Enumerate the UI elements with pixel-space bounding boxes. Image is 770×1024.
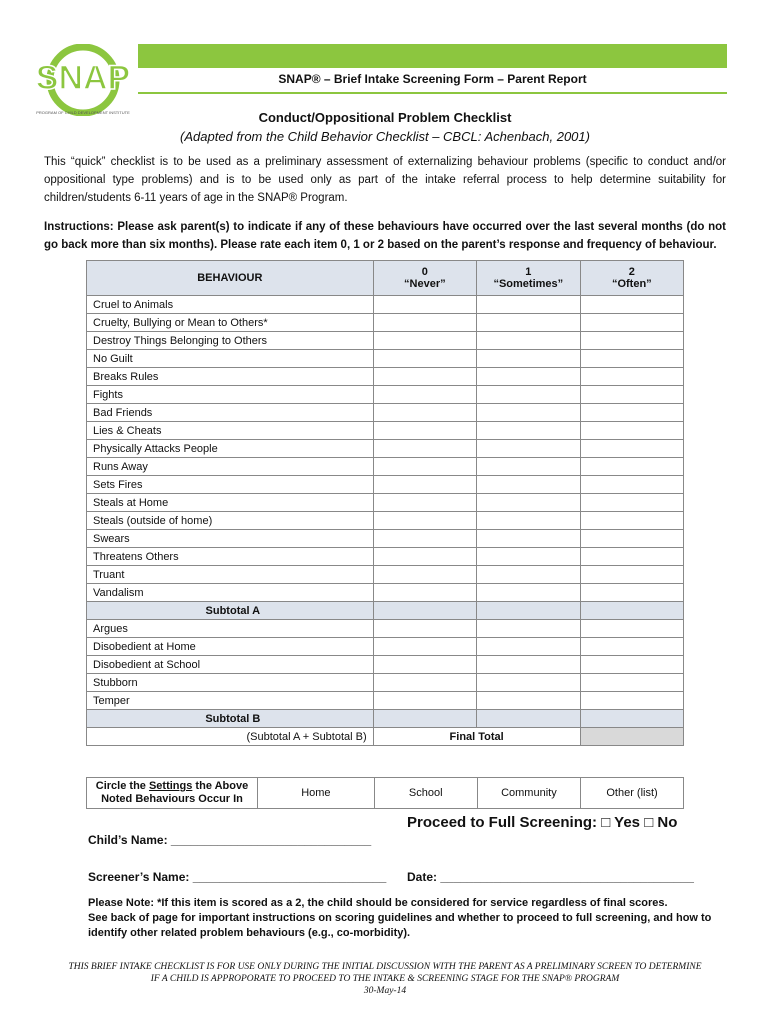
proceed-to-full-screening[interactable]: Proceed to Full Screening: □ Yes □ No xyxy=(407,814,678,831)
subtotal-a-label: Subtotal A xyxy=(87,602,374,620)
settings-table xyxy=(86,777,684,809)
group-a-never-cell[interactable] xyxy=(373,494,476,512)
table-row xyxy=(87,566,684,584)
subtotal-a-never-cell[interactable] xyxy=(373,602,476,620)
group-a-sometimes-cell[interactable] xyxy=(477,422,581,440)
group-b-sometimes-cell[interactable] xyxy=(477,692,581,710)
table-row xyxy=(87,548,684,566)
table-row xyxy=(87,494,684,512)
group-a-sometimes-cell[interactable] xyxy=(477,386,581,404)
settings-row xyxy=(87,778,684,809)
table-row xyxy=(87,584,684,602)
group-a-behaviour-label: Fights xyxy=(87,386,374,404)
table-row xyxy=(87,350,684,368)
sometimes-score: 1 xyxy=(525,266,532,278)
setting-home[interactable]: Home xyxy=(301,787,331,799)
group-a-behaviour-label: Lies & Cheats xyxy=(87,422,374,440)
group-b-sometimes-cell[interactable] xyxy=(477,620,581,638)
settings-prompt-underlined: Settings xyxy=(148,780,193,792)
table-row xyxy=(87,512,684,530)
date-field[interactable]: Date: ______________________________________ xyxy=(407,870,694,884)
table-row xyxy=(87,674,684,692)
table-row xyxy=(87,422,684,440)
group-a-never-cell[interactable] xyxy=(373,422,476,440)
group-a-often-cell[interactable] xyxy=(580,566,683,584)
sometimes-label: “Sometimes” xyxy=(493,278,564,290)
header-bar xyxy=(138,44,727,68)
group-a-never-cell[interactable] xyxy=(373,440,476,458)
group-a-behaviour-label: Steals at Home xyxy=(87,494,374,512)
group-a-behaviour-label: Vandalism xyxy=(87,584,374,602)
table-row xyxy=(87,692,684,710)
svg-text:SNAP: SNAP xyxy=(35,59,131,97)
group-a-behaviour-label: Cruelty, Bullying or Mean to Others* xyxy=(87,314,374,332)
subtotal-b-row xyxy=(87,710,684,728)
table-row xyxy=(87,656,684,674)
note-line-1: Please Note: *If this item is scored as a 2, the child should be considered for service regardless of final scores. xyxy=(88,897,668,909)
group-a-sometimes-cell[interactable] xyxy=(477,494,581,512)
group-a-never-cell[interactable] xyxy=(373,332,476,350)
setting-school[interactable]: School xyxy=(374,778,477,809)
group-b-behaviour-label: Argues xyxy=(87,620,374,638)
subtotal-a-often-cell[interactable] xyxy=(580,602,683,620)
group-b-behaviour-label: Temper xyxy=(87,692,374,710)
group-b-often-cell[interactable] xyxy=(580,692,683,710)
group-a-behaviour-label: Physically Attacks People xyxy=(87,440,374,458)
table-row xyxy=(87,404,684,422)
instructions-paragraph: Instructions: Please ask parent(s) to indicate if any of these behaviours have occurred over the last several months (do not go back more than six months). Please rate each item 0, 1 or 2 based on the parent’s response and frequency of behaviour. xyxy=(44,221,726,251)
table-row xyxy=(87,476,684,494)
group-a-often-cell[interactable] xyxy=(580,404,683,422)
group-b-never-cell[interactable] xyxy=(373,620,476,638)
subtotal-b-label: Subtotal B xyxy=(87,710,374,728)
group-a-sometimes-cell[interactable] xyxy=(477,512,581,530)
group-b-often-cell[interactable] xyxy=(580,674,683,692)
group-a-behaviour-label: Cruel to Animals xyxy=(87,296,374,314)
group-a-often-cell[interactable] xyxy=(580,422,683,440)
group-b-behaviour-label: Disobedient at School xyxy=(87,656,374,674)
group-a-never-cell[interactable] xyxy=(373,350,476,368)
table-row xyxy=(87,458,684,476)
group-a-often-cell[interactable] xyxy=(580,296,683,314)
group-b-never-cell[interactable] xyxy=(373,674,476,692)
group-a-never-cell[interactable] xyxy=(373,368,476,386)
group-a-often-cell[interactable] xyxy=(580,458,683,476)
group-a-sometimes-cell[interactable] xyxy=(477,296,581,314)
group-a-often-cell[interactable] xyxy=(580,548,683,566)
subtotal-b-often-cell[interactable] xyxy=(580,710,683,728)
snap-logo xyxy=(30,44,136,116)
group-b-rows xyxy=(87,620,684,710)
footer-line-1: THIS BRIEF INTAKE CHECKLIST IS FOR USE ONLY DURING THE INITIAL DISCUSSION WITH THE PARENT AS A PRELIMINARY SCREEN TO DETERMINE xyxy=(68,962,702,972)
group-b-sometimes-cell[interactable] xyxy=(477,674,581,692)
group-a-never-cell[interactable] xyxy=(373,548,476,566)
group-b-often-cell[interactable] xyxy=(580,620,683,638)
group-b-behaviour-label: Stubborn xyxy=(87,674,374,692)
group-a-often-cell[interactable] xyxy=(580,314,683,332)
group-a-sometimes-cell[interactable] xyxy=(477,440,581,458)
group-a-sometimes-cell[interactable] xyxy=(477,404,581,422)
group-a-never-cell[interactable] xyxy=(373,512,476,530)
often-score: 2 xyxy=(628,266,635,278)
group-a-never-cell[interactable] xyxy=(373,530,476,548)
header-rule xyxy=(138,92,727,94)
group-a-never-cell[interactable] xyxy=(373,386,476,404)
group-a-often-cell[interactable] xyxy=(580,476,683,494)
settings-prompt xyxy=(87,778,258,808)
group-a-often-cell[interactable] xyxy=(580,386,683,404)
group-a-rows xyxy=(87,296,684,602)
group-a-often-cell[interactable] xyxy=(580,512,683,530)
group-a-behaviour-label: Runs Away xyxy=(87,458,374,476)
svg-text:PROGRAM OF CHILD DEVELOPMENT I: PROGRAM OF CHILD DEVELOPMENT INSTITUTE xyxy=(36,110,130,115)
setting-other[interactable]: Other (list) xyxy=(581,778,684,809)
group-b-never-cell[interactable] xyxy=(373,638,476,656)
group-a-never-cell[interactable] xyxy=(373,476,476,494)
form-subtitle: (Adapted from the Child Behavior Checklist – CBCL: Achenbach, 2001) xyxy=(180,129,590,144)
group-a-often-cell[interactable] xyxy=(580,350,683,368)
group-b-often-cell[interactable] xyxy=(580,638,683,656)
often-label: “Often” xyxy=(611,278,652,290)
group-a-sometimes-cell[interactable] xyxy=(477,584,581,602)
group-b-never-cell[interactable] xyxy=(373,692,476,710)
sometimes-column-header xyxy=(477,261,581,296)
behaviour-checklist-table xyxy=(86,260,684,746)
group-b-behaviour-label: Disobedient at Home xyxy=(87,638,374,656)
group-b-sometimes-cell[interactable] xyxy=(477,656,581,674)
table-row xyxy=(87,368,684,386)
header-title: SNAP® – Brief Intake Screening Form – Parent Report xyxy=(278,72,587,86)
table-row xyxy=(87,530,684,548)
group-a-never-cell[interactable] xyxy=(373,296,476,314)
final-total-label: Final Total xyxy=(373,728,580,746)
group-a-never-cell[interactable] xyxy=(373,584,476,602)
please-note xyxy=(88,896,728,941)
group-a-sometimes-cell[interactable] xyxy=(477,548,581,566)
table-row xyxy=(87,314,684,332)
group-a-sometimes-cell[interactable] xyxy=(477,350,581,368)
footer-date: 30-May-14 xyxy=(363,986,407,996)
group-a-never-cell[interactable] xyxy=(373,566,476,584)
footer xyxy=(0,961,770,997)
footer-line-2: IF A CHILD IS APPROPORATE TO PROCEED TO THE INTAKE & SCREENING STAGE FOR THE SNAP® PROGRAM xyxy=(150,974,620,984)
subtotal-a-sometimes-cell[interactable] xyxy=(477,602,581,620)
group-b-never-cell[interactable] xyxy=(373,656,476,674)
subtotal-b-sometimes-cell[interactable] xyxy=(477,710,581,728)
group-a-behaviour-label: Bad Friends xyxy=(87,404,374,422)
group-a-often-cell[interactable] xyxy=(580,368,683,386)
settings-prompt-cell xyxy=(87,778,375,809)
childs-name-field[interactable]: Child’s Name: ______________________________ xyxy=(88,833,372,847)
group-a-never-cell[interactable] xyxy=(373,314,476,332)
group-a-behaviour-label: Sets Fires xyxy=(87,476,374,494)
final-total-row xyxy=(87,728,684,746)
group-a-never-cell[interactable] xyxy=(373,404,476,422)
group-a-never-cell[interactable] xyxy=(373,458,476,476)
group-a-sometimes-cell[interactable] xyxy=(477,458,581,476)
subtotal-a-row xyxy=(87,602,684,620)
note-line-2: See back of page for important instructions on scoring guidelines and whether to proceed to full screening, and how to identify other related problem behaviours (e.g., co-morbidity). xyxy=(88,912,712,939)
table-row xyxy=(87,296,684,314)
group-a-sometimes-cell[interactable] xyxy=(477,566,581,584)
group-a-often-cell[interactable] xyxy=(580,530,683,548)
group-a-behaviour-label: Swears xyxy=(87,530,374,548)
table-row xyxy=(87,620,684,638)
intro-paragraph: This “quick” checklist is to be used as a preliminary assessment of externalizing behaviour problems (specific to conduct and/or oppositional type problems) and is to be used only as part of the intake referral process to help determine suitability for children/students 6-11 years of age in the SNAP® Program. xyxy=(44,156,726,204)
never-score: 0 xyxy=(421,266,428,278)
subtotal-b-never-cell[interactable] xyxy=(373,710,476,728)
table-row xyxy=(87,332,684,350)
screener-name-field[interactable]: Screener’s Name: _____________________________ xyxy=(88,870,387,884)
group-a-sometimes-cell[interactable] xyxy=(477,314,581,332)
group-b-often-cell[interactable] xyxy=(580,656,683,674)
setting-community[interactable]: Community xyxy=(477,778,580,809)
group-a-behaviour-label: Breaks Rules xyxy=(87,368,374,386)
group-a-behaviour-label: No Guilt xyxy=(87,350,374,368)
group-a-sometimes-cell[interactable] xyxy=(477,332,581,350)
form-title: Conduct/Oppositional Problem Checklist xyxy=(258,110,512,125)
final-sum-label: (Subtotal A + Subtotal B) xyxy=(87,728,374,746)
group-a-sometimes-cell[interactable] xyxy=(477,530,581,548)
group-a-often-cell[interactable] xyxy=(580,584,683,602)
group-a-behaviour-label: Threatens Others xyxy=(87,548,374,566)
behaviour-column-header: BEHAVIOUR xyxy=(87,261,374,296)
table-row xyxy=(87,638,684,656)
group-a-behaviour-label: Truant xyxy=(87,566,374,584)
group-a-sometimes-cell[interactable] xyxy=(477,476,581,494)
group-b-sometimes-cell[interactable] xyxy=(477,638,581,656)
group-a-often-cell[interactable] xyxy=(580,494,683,512)
table-row xyxy=(87,440,684,458)
group-a-often-cell[interactable] xyxy=(580,440,683,458)
group-a-behaviour-label: Destroy Things Belonging to Others xyxy=(87,332,374,350)
group-a-behaviour-label: Steals (outside of home) xyxy=(87,512,374,530)
often-column-header xyxy=(580,261,683,296)
settings-prompt-pre: Circle the xyxy=(95,780,149,792)
group-a-sometimes-cell[interactable] xyxy=(477,368,581,386)
never-label: “Never” xyxy=(404,278,446,290)
never-column-header xyxy=(373,261,476,296)
settings-prompt-post: the Above Noted Behaviours Occur In xyxy=(101,780,249,805)
table-header-row xyxy=(87,261,684,296)
group-a-often-cell[interactable] xyxy=(580,332,683,350)
table-row xyxy=(87,386,684,404)
final-total-cell[interactable] xyxy=(580,728,683,746)
